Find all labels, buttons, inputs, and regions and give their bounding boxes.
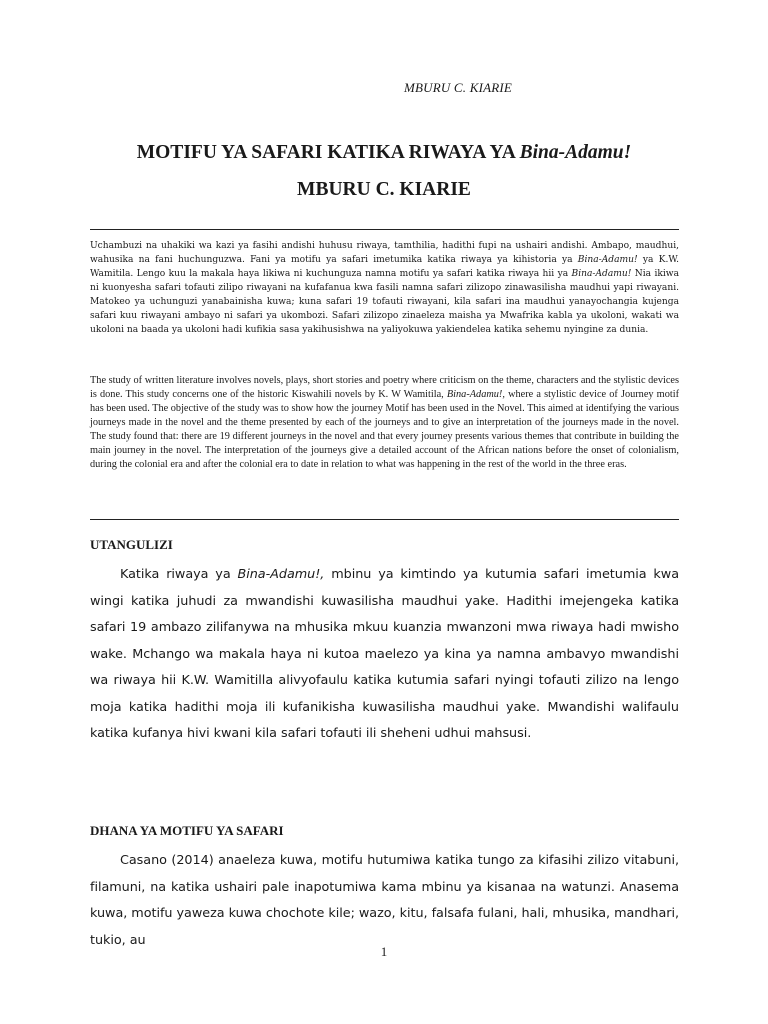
header-author: MBURU C. KIARIE xyxy=(404,80,513,95)
abstract-english xyxy=(90,374,679,472)
utangulizi-text-2: mbinu ya kimtindo ya kutumia safari imetumia kwa wingi katika juhudi za mwandishi kuwasilisha maudhui yake. Hadithi imejengeka katika safari 19 ambazo zilifanywa na mhusika mkuu kuanzia mwanzoni mwa riwaya hadi mwisho wake. Mchango wa makala haya ni kutoa maelezo ya kina ya namna ambavyo mwandishi wa riwaya hii K.W. Wamitilla alivyofaulu katika kutumia safari nyingi tofauti zilizo na lengo moja katika hadithi moja ili kufanikisha kuwasilisha maudhui yake. Mwandishi walifaulu katika kufanya hivi kwani kila safari tofauti ili sheheni udhui mahsusi. xyxy=(90,567,679,741)
section-dhana-paragraph: Casano (2014) anaeleza kuwa, motifu hutumiwa katika tungo za kifasihi zilizo vitabuni, filamuni, na katika ushairi pale inapotumiwa kama mbinu ya kisanaa na watunzi. Anasema kuwa, motifu yaweza kuwa chochote kile; wazo, kitu, falsafa fulani, hali, mhusika, mandhari, tukio, au xyxy=(90,853,679,948)
abstract-en-italic-1: Bina-Adamu!, xyxy=(446,389,505,400)
article-title xyxy=(0,142,768,164)
abstract-en-text-2: where a stylistic device of Journey motif has been used. The objective of the study was to show how the journey Motif has been used in the Novel. This aimed at identifying the various journeys made in the novel and the theme presented by each of the journeys and to give an interpretation of the journeys made in the novel. The study found that: there are 19 different journeys in the novel and that every journey presents various themes that contribute in building the main journey in the novel. The interpretation of the journeys give a detailed account of the African nations before the onset of colonialism, during the colonial era and after the colonial era to date in relation to what was happening in the rest of the world in the three eras. xyxy=(90,389,679,470)
section-heading-dhana: DHANA YA MOTIFU YA SAFARI xyxy=(90,823,284,838)
article-author: MBURU C. KIARIE xyxy=(297,179,471,200)
abstract-en-text-1: The study of written literature involves novels, plays, short stories and poetry where criticism on the theme, characters and the stylistic devices is done. This study concerns one of the historic Kiswahili novels by K. W Wamitila, xyxy=(90,375,679,400)
section-utangulizi-paragraph xyxy=(90,562,679,748)
abstract-sw-text-1: Uchambuzi na uhakiki wa kazi ya fasihi andishi huhusu riwaya, tamthilia, hadithi fupi na ushairi andishi. Ambapo, maudhui, wahusika na fani huchunguzwa. Fani ya motifu ya safari imetumika katika riwaya ya kihistoria ya xyxy=(90,241,679,265)
abstract-swahili xyxy=(90,239,679,337)
utangulizi-text-1: Katika riwaya ya xyxy=(120,567,238,582)
abstract-top-rule xyxy=(90,229,679,230)
abstract-bottom-rule xyxy=(90,519,679,520)
abstract-sw-italic-2: Bina-Adamu! xyxy=(571,269,632,279)
abstract-sw-text-2: ya K.W. Wamitila. Lengo kuu la makala haya likiwa ni kuchunguza namna motifu ya safari katika riwaya hii ya xyxy=(90,255,680,279)
title-novel-name: Bina-Adamu! xyxy=(519,142,632,163)
title-main-text: MOTIFU YA SAFARI KATIKA RIWAYA YA xyxy=(136,142,520,163)
page-number: 1 xyxy=(380,944,388,959)
section-heading-utangulizi: UTANGULIZI xyxy=(90,537,173,552)
abstract-sw-text-3: Nia ikiwa ni kuonyesha safari tofauti zilipo riwayani na kufafanua kwa fasili namna safari zilizopo zinawasilisha maudhui yapi riwayani. Matokeo ya uchunguzi yanabainisha kuwa; kuna safari 19 tofauti riwayani, kila safari ina maudhui yanayochangia kujenga safari kuu riwayani ambayo ni safari ya ukombozi. Safari zilizopo zinaeleza maisha ya Mwafrika kabla ya ukoloni, wakati wa ukoloni na baada ya ukoloni hadi kufikia sasa yakihusishwa na yaliyokuwa yakiendelea katika sehemu nyingine za dunia. xyxy=(90,269,679,335)
utangulizi-italic-1: Bina-Adamu!, xyxy=(237,567,325,582)
abstract-sw-italic-1: Bina-Adamu! xyxy=(577,255,638,265)
